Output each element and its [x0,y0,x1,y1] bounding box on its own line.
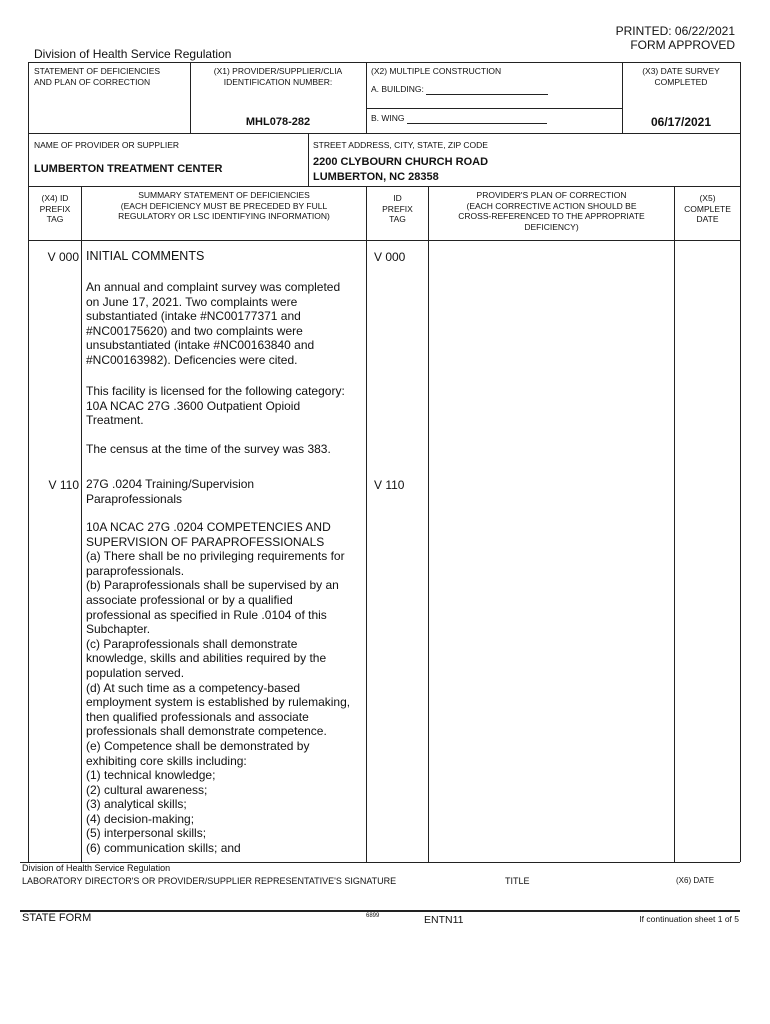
col-divider-1 [81,186,82,862]
address-label: STREET ADDRESS, CITY, STATE, ZIP CODE [313,140,488,150]
x1-value: MHL078-282 [245,116,311,128]
divider-x1 [190,62,191,133]
v000-paragraph-2: This facility is licensed for the following category: 10A NCAC 27G .3600 Outpatient Opioid Treatment. [86,384,345,428]
x1-label: (X1) PROVIDER/SUPPLIER/CLIA IDENTIFICATION NUMBER: [213,66,343,87]
v000-paragraph-3: The census at the time of the survey was 383. [86,442,331,456]
col-divider-4 [674,186,675,862]
state-form: STATE FORM [22,912,92,924]
x6-date-label: (X6) DATE [676,876,715,885]
provider-label: NAME OF PROVIDER OR SUPPLIER [34,140,179,150]
address-value [313,155,488,185]
col-plan-header: PROVIDER'S PLAN OF CORRECTION (EACH CORRECTIVE ACTION SHOULD BE CROSS-REFERENCED TO THE APPROPRIATE DEFICIENCY) [458,190,645,232]
building-field [371,84,548,95]
divider-x3 [622,62,623,133]
print-info [616,24,735,52]
wing-label: B. WING [371,113,405,123]
v110-title: 27G .0204 Training/Supervision Paraprofessionals [86,477,255,506]
col-divider-2 [366,186,367,862]
v110-body: 10A NCAC 27G .0204 COMPETENCIES AND SUPERVISION OF PARAPROFESSIONALS (a) There shall be no privileging requirements for paraprofessionals. (b) Paraprofessionals shall be supervised by an associate professional or by a qualified professional as specified in Rule .0104 of this Subchapter. (c) Paraprofessionals shall demonstrate knowledge, skills and abilities required by the population served. (d) At such time as a competency-based employment system is established by rulemaking, then qualified professionals and associate professionals shall demonstrate competence. (e) Competence shall be demonstrated by exhibiting core skills including: (1) technical knowledge; (2) cultural awareness; (3) analytical skills; (4) decision-making; (5) interpersonal skills; (6) communication skills; and [86,520,351,856]
v110-id: V 110 [374,478,405,492]
col-id-header: ID PREFIX TAG [382,193,413,224]
wing-field [371,113,547,124]
entn-code: ENTN11 [424,914,464,926]
x2-label: (X2) MULTIPLE CONSTRUCTION [371,66,502,76]
divider-x2 [366,62,367,133]
division-title: Division of Health Service Regulation [34,47,232,61]
frame-line-4 [28,240,740,241]
building-blank [426,85,548,95]
statement-label: STATEMENT OF DEFICIENCIES AND PLAN OF CORRECTION [34,66,161,87]
frame-line-3 [28,186,740,187]
col-x4-header: (X4) ID PREFIX TAG [39,193,71,224]
address-line2: LUMBERTON, NC 28358 [313,171,439,183]
x3-label: (X3) DATE SURVEY COMPLETED [642,66,720,87]
col-x5-header: (X5) COMPLETE DATE [684,193,731,224]
printed-date: PRINTED: 06/22/2021 [615,24,735,38]
wing-blank [407,115,547,124]
frame-left [28,62,29,862]
provider-value: LUMBERTON TREATMENT CENTER [34,163,223,175]
divider-building [366,108,622,109]
continuation-sheet: If continuation sheet 1 of 5 [639,914,739,924]
frame-line-2 [28,133,740,134]
title-label: TITLE [505,876,530,886]
frame-right [740,62,741,862]
col-summary-header: SUMMARY STATEMENT OF DEFICIENCIES (EACH DEFICIENCY MUST BE PRECEDED BY FULL REGULATORY OR LSC IDENTIFYING INFORMATION) [118,190,330,221]
address-line1: 2200 CLYBOURN CHURCH ROAD [313,156,489,168]
x3-value: 06/17/2021 [650,115,712,129]
footer-bottom-line [20,910,740,912]
divider-address [308,133,309,186]
v000-paragraph-1: An annual and complaint survey was completed on June 17, 2021. Two complaints were substantiated (intake #NC00177371 and #NC00175620) and two complaints were unsubstantiated (intake #NC00163840 and #NC00163982). Deficencies were cited. [86,280,341,367]
signature-label: LABORATORY DIRECTOR'S OR PROVIDER/SUPPLIER REPRESENTATIVE'S SIGNATURE [22,876,397,886]
v000-id: V 000 [374,250,406,264]
building-label: A. BUILDING: [371,84,424,94]
v000-tag: V 000 [47,250,79,264]
footer-division: Division of Health Service Regulation [22,863,171,873]
form-number: 6899 [366,913,380,919]
v000-title: INITIAL COMMENTS [86,249,205,263]
v110-tag: V 110 [48,478,79,492]
col-divider-3 [428,186,429,862]
form-approved: FORM APPROVED [630,38,735,52]
frame-top [28,62,740,63]
